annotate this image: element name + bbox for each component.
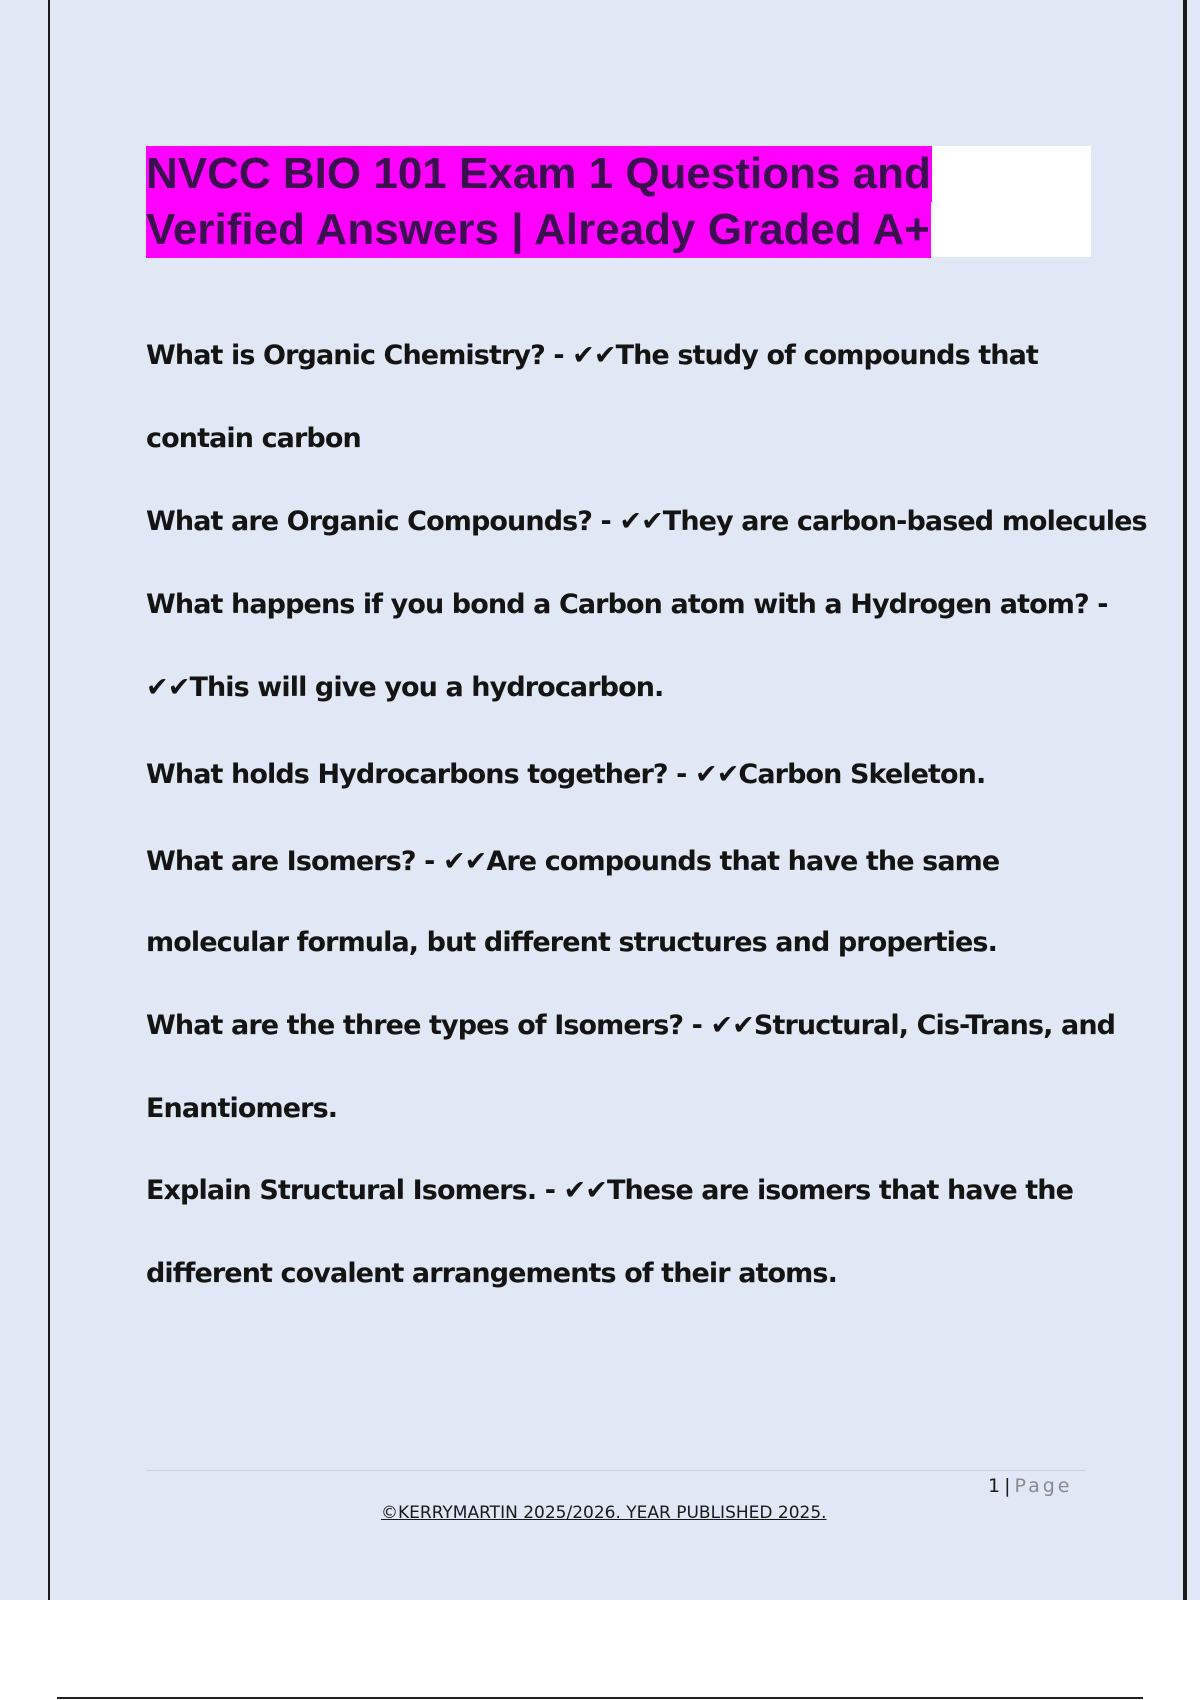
qa-line: What is Organic Chemistry? - ✔✔The study of compounds that: [146, 340, 1038, 371]
qa-line: contain carbon: [146, 423, 361, 454]
qa-line: What are Isomers? - ✔✔Are compounds that have the same: [146, 846, 1000, 877]
page-border-right: [1183, 0, 1187, 1600]
qa-line: Explain Structural Isomers. - ✔✔These are isomers that have the: [146, 1175, 1073, 1206]
bottom-divider: [57, 1697, 1143, 1699]
qa-line: What happens if you bond a Carbon atom with a Hydrogen atom? -: [146, 589, 1108, 620]
page-border-left: [48, 0, 50, 1600]
qa-line: What are the three types of Isomers? - ✔✔Structural, Cis-Trans, and: [146, 1010, 1116, 1041]
title-line-2: Verified Answers | Already Graded A+: [146, 202, 931, 258]
qa-line: ✔✔This will give you a hydrocarbon.: [146, 672, 664, 703]
title-line-1: NVCC BIO 101 Exam 1 Questions and: [146, 146, 932, 202]
qa-line: molecular formula, but different structures and properties.: [146, 927, 997, 958]
copyright-notice: ©KERRYMARTIN 2025/2026. YEAR PUBLISHED 2025.: [381, 1503, 827, 1523]
qa-line: What holds Hydrocarbons together? - ✔✔Carbon Skeleton.: [146, 759, 986, 790]
document-title: [146, 146, 932, 258]
page-number: [988, 1475, 1073, 1497]
qa-line: Enantiomers.: [146, 1093, 338, 1124]
qa-line: different covalent arrangements of their atoms.: [146, 1258, 837, 1289]
qa-line: What are Organic Compounds? - ✔✔They are carbon-based molecules: [146, 506, 1147, 537]
page-number-separator: |: [1004, 1475, 1011, 1497]
footer-divider: [146, 1470, 1086, 1471]
page-number-label: Page: [1014, 1475, 1073, 1497]
page-number-value: 1: [988, 1475, 1001, 1497]
